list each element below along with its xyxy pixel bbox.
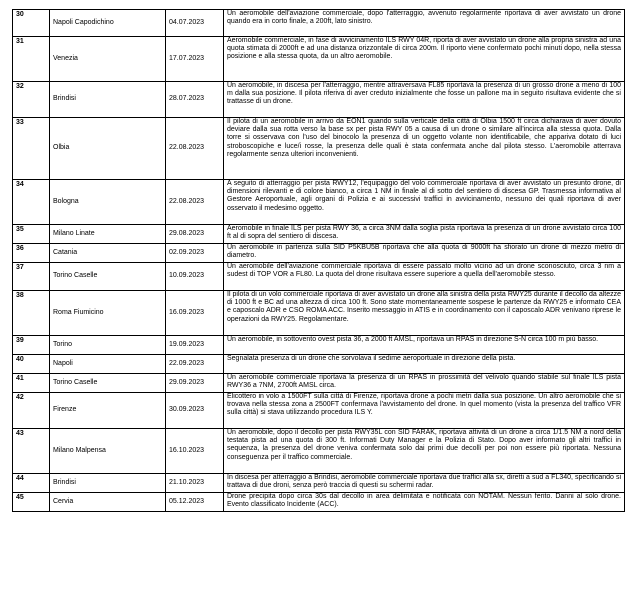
event-location: Napoli <box>50 355 166 374</box>
event-number: 38 <box>13 291 50 336</box>
event-number: 44 <box>13 474 50 493</box>
event-number: 42 <box>13 393 50 429</box>
event-date: 10.09.2023 <box>166 263 224 291</box>
table-row <box>13 393 625 429</box>
event-number: 33 <box>13 118 50 180</box>
event-location: Milano Linate <box>50 225 166 244</box>
event-location: Torino Caselle <box>50 374 166 393</box>
table-row <box>13 355 625 374</box>
event-number: 31 <box>13 37 50 82</box>
table-row <box>13 118 625 180</box>
event-description: Un aeromobile, dopo il decollo per pista RWY35L con SID FARAK, riportava attività di un drone a circa 1/1.5 NM a nord della testata pista ad una quota di 300 ft. Informati Duty Manager e la Polizia di Stato. Dopo aver informato gli altri traffici in sequenza, la presenza del drone veniva confermata solo dai primi due decolli per poi non essere più riportata. Nessuna conseguenza per il traffico commerciale. <box>224 429 625 474</box>
event-description: Un aeromobile dell'aviazione commerciale, dopo l'atterraggio, avvenuto regolarmente riportava di aver avvistato un drone quando era in corto finale, a 200ft, lato sinistro. <box>224 10 625 37</box>
event-location: Firenze <box>50 393 166 429</box>
event-date: 17.07.2023 <box>166 37 224 82</box>
event-date: 29.09.2023 <box>166 374 224 393</box>
event-description: In discesa per atterraggio a Brindisi, aeromobile commerciale riportava due traffici alla sx, diretti a sud a FL340, specificando si trattava di due droni, senza però traccia di questi su schermi radar. <box>224 474 625 493</box>
event-description: Un aeromobile dell'aviazione commerciale riportava di essere passato molto vicino ad un drone sconosciuto, circa 3 nm a sudest di TOP VOR a FL80. La quota del drone risultava essere superiore a quella dell'aeromobile stesso. <box>224 263 625 291</box>
event-description: Aeromobile in finale ILS per pista RWY 36, a circa 3NM dalla soglia pista riportava la presenza di un drone avvistato circa 100 ft al di sopra del sentiero di discesa. <box>224 225 625 244</box>
table-row <box>13 225 625 244</box>
event-location: Catania <box>50 244 166 263</box>
table-row <box>13 474 625 493</box>
event-location: Napoli Capodichino <box>50 10 166 37</box>
event-number: 40 <box>13 355 50 374</box>
event-number: 45 <box>13 493 50 512</box>
event-description: Il pilota di un volo commerciale riportava di aver avvistato un drone alla sinistra della pista RWY25 durante il decollo da altezze di 1000 ft e BC ad una altezza di circa 100 ft. Sono state momentaneamente sospese le partenze da RWY25 e informato CEA e caposcalo ADR e CSO ROMA ACC. Inserito messaggio in ATIS e in coordinamento con il caposcalo ADR venivano riprese le operazioni da RWY25. Regolamentare. <box>224 291 625 336</box>
table-row <box>13 82 625 118</box>
event-number: 32 <box>13 82 50 118</box>
event-description: Aeromobile commerciale, in fase di avvicinamento ILS RWY 04R, riporta di aver avvistato un drone alla propria sinistra ad una quota stimata di 2000ft e ad una distanza orizzontale di circa 200m. Il riporto viene confermato pochi minuti dopo, nella stessa posizione e alla stessa quota, da un altro aeromobile. <box>224 37 625 82</box>
event-number: 41 <box>13 374 50 393</box>
event-date: 30.09.2023 <box>166 393 224 429</box>
event-description: Elicottero in volo a 1500FT sulla città di Firenze, riportava drone a pochi metri dalla sua posizione. Un altro aeromobile che si trovava nella stessa zona a 2500FT confermava l'avvistamento del drone. In quel momento (vista la presenza del traffico VFR sulla città) si stava utilizzando procedura ILS Y. <box>224 393 625 429</box>
event-date: 22.08.2023 <box>166 118 224 180</box>
event-number: 35 <box>13 225 50 244</box>
event-description: Il pilota di un aeromobile in arrivo da EON1 quando sulla verticale della città di Olbia 1500 ft circa dichiarava di aver dovuto deviare dalla sua rotta verso la base sx per pista RWY 05 a causa di un drone o similare all'incirca alla stessa quota. Dalla torre si osservava con l'uso del binocolo la presenza di un oggetto volante non identificabile, che appariva dotato di luci stroboscopiche e luce/i rosse, la presenza delle quali è stata confermata anche dal pilota stesso. L'aeromobile atterrava regolarmente senza ulteriori inconvenienti. <box>224 118 625 180</box>
table-row <box>13 336 625 355</box>
table-row <box>13 429 625 474</box>
event-date: 21.10.2023 <box>166 474 224 493</box>
event-location: Milano Malpensa <box>50 429 166 474</box>
event-description: A seguito di atterraggio per pista RWY12, l'equipaggio del volo commerciale riportava di aver avvistato un presunto drone, di dimensioni rilevanti e di colore bianco, a circa 1 NM in finale al di sotto del sentiero di discesa GP. Trasmessa informativa al Gestore Aeroportuale, agli organi di Polizia e ai successivi traffici in avvicinamento, nessuno dei quali riportava di aver osservato il medesimo oggetto. <box>224 180 625 225</box>
table-row <box>13 493 625 512</box>
event-location: Torino <box>50 336 166 355</box>
event-date: 05.12.2023 <box>166 493 224 512</box>
event-number: 30 <box>13 10 50 37</box>
event-description: Drone precipita dopo circa 30s dal decollo in area delimitata e notificata con NOTAM. Nessun ferito. Danni al solo drone. Evento classificato Incidente (ACC). <box>224 493 625 512</box>
event-date: 16.09.2023 <box>166 291 224 336</box>
table-row <box>13 291 625 336</box>
drone-events-table <box>12 9 625 512</box>
event-description: Un aeromobile, in discesa per l'atterraggio, mentre attraversava FL85 riportava la presenza di un grosso drone a meno di 100 m dalla sua posizione. Il pilota riferiva di aver creduto inizialmente che fosse un pallone ma in seguito risultava evidente che si trattasse di un drone. <box>224 82 625 118</box>
event-date: 02.09.2023 <box>166 244 224 263</box>
event-number: 39 <box>13 336 50 355</box>
event-location: Olbia <box>50 118 166 180</box>
event-date: 19.09.2023 <box>166 336 224 355</box>
event-location: Venezia <box>50 37 166 82</box>
event-date: 04.07.2023 <box>166 10 224 37</box>
event-location: Torino Caselle <box>50 263 166 291</box>
event-location: Bologna <box>50 180 166 225</box>
event-number: 36 <box>13 244 50 263</box>
drone-events-sheet <box>12 9 624 512</box>
event-description: Un aeromobile, in sottovento ovest pista 36, a 2000 ft AMSL, riportava un RPAS in direzione S-N circa 100 m più basso. <box>224 336 625 355</box>
event-date: 22.09.2023 <box>166 355 224 374</box>
event-location: Roma Fiumicino <box>50 291 166 336</box>
table-row <box>13 244 625 263</box>
table-row <box>13 10 625 37</box>
event-number: 34 <box>13 180 50 225</box>
event-date: 28.07.2023 <box>166 82 224 118</box>
event-description: Un aeromobile commerciale riportava la presenza di un RPAS in prossimità del velivolo quando stabile sul finale ILS pista RWY36 a 7NM, 2700ft AMSL circa. <box>224 374 625 393</box>
event-date: 16.10.2023 <box>166 429 224 474</box>
event-number: 37 <box>13 263 50 291</box>
event-location: Brindisi <box>50 82 166 118</box>
event-description: Segnalata presenza di un drone che sorvolava il sedime aeroportuale in direzione della pista. <box>224 355 625 374</box>
event-number: 43 <box>13 429 50 474</box>
event-location: Brindisi <box>50 474 166 493</box>
table-row <box>13 263 625 291</box>
event-location: Cervia <box>50 493 166 512</box>
event-date: 22.08.2023 <box>166 180 224 225</box>
table-row <box>13 374 625 393</box>
event-description: Un aeromobile in partenza sulla SID P5KBU5B riportava che alla quota di 9000ft ha sfiorato un drone di mezzo metro di diametro. <box>224 244 625 263</box>
table-row <box>13 180 625 225</box>
event-date: 29.08.2023 <box>166 225 224 244</box>
table-row <box>13 37 625 82</box>
table-body <box>13 10 625 512</box>
